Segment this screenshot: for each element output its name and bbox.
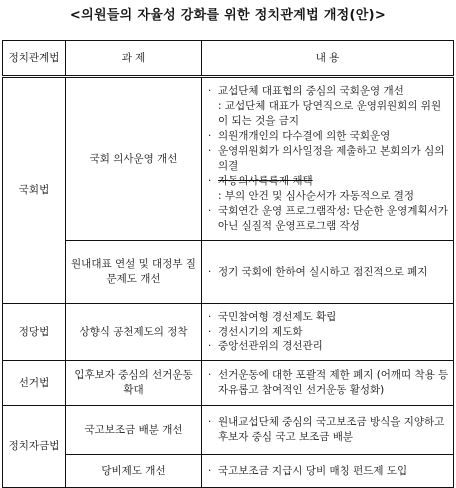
task-cell: 국회 의사운영 개선 [66, 77, 202, 241]
law-cell-election: 선거법 [3, 361, 66, 406]
list-item: · 경선시기의 제도화 [208, 325, 303, 338]
content-cell [202, 77, 454, 241]
list-item: · 운영위원회가 의사일정을 제출하고 본회의가 심의의결 [208, 145, 445, 172]
list-item: · 정기 국회에 한하여 실시하고 점진적으로 폐지 [208, 265, 428, 278]
content-cell [202, 361, 454, 406]
list-item: · 국민참여형 경선제도 확립 [208, 310, 337, 323]
task-cell: 원내대표 연설 및 대정부 질문제도 개선 [66, 241, 202, 304]
list-item: · 원내교섭단체 중심의 국고보조금 방식을 지양하고 후보자 중심 국고 보조금 배분 [208, 416, 445, 443]
table-row [3, 361, 454, 406]
table-row [3, 455, 454, 488]
law-cell-assembly: 국회법 [3, 77, 66, 304]
law-cell-funds: 정치자금법 [3, 406, 66, 488]
table-row [3, 304, 454, 361]
table-row [3, 241, 454, 304]
header-task: 과 제 [66, 41, 202, 77]
content-cell [202, 455, 454, 488]
law-cell-party: 정당법 [3, 304, 66, 361]
list-item: · 국고보조금 지급시 당비 매칭 펀드제 도입 [208, 464, 408, 477]
task-cell: 상향식 공천제도의 정착 [66, 304, 202, 361]
list-item: · 자동의사록록제 채택 [208, 174, 313, 187]
header-content: 내 용 [202, 41, 454, 77]
page-title: <의원들의 자율성 강화를 위한 정치관계법 개정(안)> [69, 8, 387, 23]
list-item: · 의원개개인의 다수결에 의한 국회운영 [208, 130, 391, 143]
law-reform-table [2, 40, 454, 488]
header-row [3, 41, 454, 77]
task-cell: 입후보자 중심의 선거운동 확대 [66, 361, 202, 406]
list-item: · 선거운동에 대한 포괄적 제한 폐지 (어깨띠 착용 등 자유롭고 참여적인 선거운동 활성화) [208, 369, 449, 396]
list-item: : 부의 안건 및 심사순서가 자동적으로 결정 [218, 189, 414, 202]
table-row [3, 77, 454, 241]
task-cell: 당비제도 개선 [66, 455, 202, 488]
list-item: : 교섭단체 대표가 당연직으로 운영위원회의 위원이 되는 것을 금지 [218, 100, 442, 128]
task-cell: 국고보조금 배분 개선 [66, 406, 202, 455]
list-item: · 중앙선관위의 경선관리 [208, 340, 323, 353]
content-cell [202, 241, 454, 304]
content-cell [202, 304, 454, 361]
list-item: · 국회연간 운영 프로그램작성: 단순한 운영계획서가 아닌 실질적 운영프로그램 작성 [208, 204, 448, 232]
table-row [3, 406, 454, 455]
list-item: · 교섭단체 대표협의 중심의 국회운영 개선 [208, 85, 404, 98]
content-cell [202, 406, 454, 455]
header-law: 정치관계법 [3, 41, 66, 77]
